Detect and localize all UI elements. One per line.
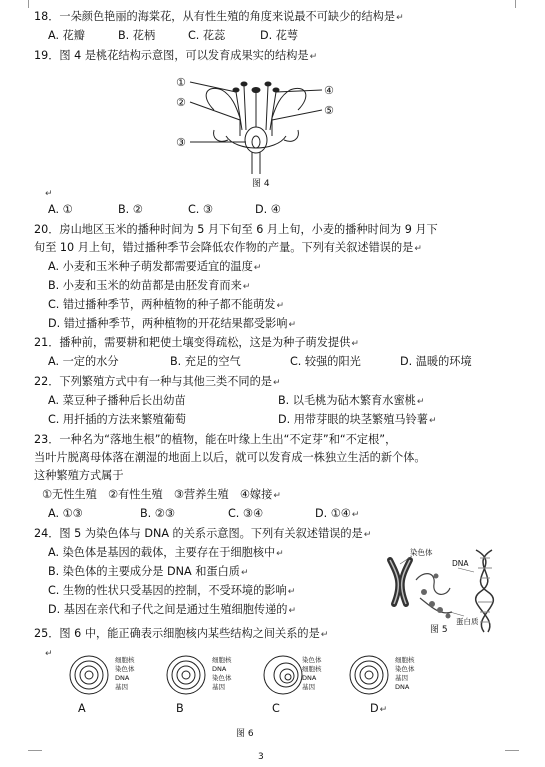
flower-label-4: ④ [324,84,334,97]
diagram-d-letter: D↵ [370,702,388,715]
diagram-c-label-2: 细胞核 [302,665,322,673]
q20-option-d: D. 错过播种季节，两种植物的开花结果都受影响↵ [48,317,297,330]
label-dna: DNA [452,559,469,568]
diagram-d-label-4: DNA [395,683,410,691]
diagram-b-label-4: 基因 [212,683,225,691]
page-number: 3 [258,752,264,762]
q24-option-d: D. 基因在亲代和子代之间是通过生殖细胞传递的↵ [48,603,297,616]
q18-option-a: A. 花瓣 [48,29,85,42]
q24-option-c: C. 生物的性状只受基因的控制，不受环境的影响↵ [48,584,296,597]
crop-mark-bottom-right [505,750,519,751]
q22-stem: 22．下列繁殖方式中有一种与其他三类不同的是↵ [34,375,281,388]
q20-option-a: A. 小麦和玉米种子萌发都需要适宜的温度↵ [48,260,262,273]
q20-stem-line2: 旬至 10 月上旬，错过播种季节会降低农作物的产量。下列有关叙述错误的是↵ [34,241,422,254]
q18-option-c: C. 花蕊 [188,29,226,42]
diagram-d-label-2: 染色体 [395,665,415,673]
q23-choices: ①无性生殖 ②有性生殖 ③营养生殖 ④嫁接↵ [42,488,281,501]
q25-stem: 25．图 6 中，能正确表示细胞核内某些结构之间关系的是↵ [34,627,329,640]
flower-label-3: ③ [176,136,186,149]
figure-6-caption: 图 6 [236,729,254,739]
diagram-b-circles [165,654,207,696]
crop-mark-top-left [28,0,29,8]
q19-option-b: B. ② [118,203,143,216]
diagram-b-label-1: 细胞核 [212,656,232,664]
q25-blank-line: ↵ [45,649,53,659]
q23-option-c: C. ③④ [228,507,263,520]
diagram-b-label-3: 染色体 [212,674,232,682]
diagram-c-label-1: 染色体 [302,656,322,664]
q19-option-d: D. ④ [255,203,281,216]
q20-option-b: B. 小麦和玉米的幼苗都是由胚发育而来↵ [48,279,251,292]
diagram-c-circles [262,654,304,696]
q23-option-b: B. ②③ [140,507,175,520]
q21-option-a: A. 一定的水分 [48,355,119,368]
label-protein: 蛋白质 [456,617,479,626]
diagram-b-letter: B [176,702,184,715]
q21-option-d: D. 温暖的环境 [400,355,472,368]
q23-option-d: D. ①④↵ [315,507,360,520]
diagram-d-label-3: 基因 [395,674,408,682]
q23-stem-line3: 这种繁殖方式属于 [34,469,124,482]
q20-option-c: C. 错过播种季节，两种植物的种子都不能萌发↵ [48,298,285,311]
crop-mark-bottom-left [28,750,42,751]
q22-option-d: D. 用带芽眼的块茎繁殖马铃薯↵ [278,413,437,426]
diagram-a-label-2: 染色体 [115,665,135,673]
flower-label-2: ② [176,96,186,109]
q19-stem: 19．图 4 是桃花结构示意图，可以发育成果实的结构是↵ [34,49,318,62]
diagram-a-label-4: 基因 [115,683,128,691]
diagram-c-letter: C [272,702,280,715]
q21-option-b: B. 充足的空气 [170,355,241,368]
q19-option-a: A. ① [48,203,73,216]
q24-stem: 24．图 5 为染色体与 DNA 的关系示意图。下列有关叙述错误的是↵ [34,527,372,540]
diagram-a-letter: A [78,702,86,715]
diagram-c-label-3: DNA [302,674,317,682]
diagram-a-label-1: 细胞核 [115,656,135,664]
flower-label-5: ⑤ [324,104,334,117]
diagram-a-circles [68,654,110,696]
label-chromosome: 染色体 [410,548,433,557]
q24-option-a: A. 染色体是基因的载体，主要存在于细胞核中↵ [48,546,284,559]
diagram-a-label-3: DNA [115,674,130,682]
peach-flower-diagram [170,70,345,180]
q18-stem: 18．一朵颜色艳丽的海棠花，从有性生殖的角度来说最不可缺少的结构是↵ [34,10,404,23]
diagram-d-circles [348,654,390,696]
q24-option-b: B. 染色体的主要成分是 DNA 和蛋白质↵ [48,565,249,578]
diagram-c-label-4: 基因 [302,683,315,691]
q22-option-b: B. 以毛桃为砧木繁育水蜜桃↵ [278,394,425,407]
diagram-d-label-1: 细胞核 [395,656,415,664]
figure-5-caption: 图 5 [430,625,448,635]
diagram-b-label-2: DNA [212,665,227,673]
q22-option-c: C. 用扦插的方法来繁殖葡萄 [48,413,186,426]
q19-blank-line: ↵ [45,189,53,199]
q19-option-c: C. ③ [188,203,213,216]
flower-label-1: ① [176,76,186,89]
crop-mark-top-right [515,0,516,8]
q23-stem-line2: 当叶片脱离母体落在潮湿的地面上以后，就可以发育成一株独立生活的新个体。 [34,451,426,464]
q20-stem-line1: 20．房山地区玉米的播种时间为 5 月下旬至 6 月上旬，小麦的播种时间为 9 月下 [34,223,438,236]
q18-option-b: B. 花柄 [118,29,156,42]
q21-option-c: C. 较强的阳光 [290,355,361,368]
q23-stem-line1: 23．一种名为“落地生根”的植物，能在叶缘上生出“不定芽”和“不定根”， [34,433,397,446]
q22-option-a: A. 菜豆种子播种后长出幼苗 [48,394,186,407]
q18-option-d: D. 花萼 [260,29,299,42]
q23-option-a: A. ①③ [48,507,83,520]
q21-stem: 21．播种前，需要耕和耙使土壤变得疏松，这是为种子萌发提供↵ [34,336,359,349]
figure-4-caption: 图 4 [252,179,270,189]
